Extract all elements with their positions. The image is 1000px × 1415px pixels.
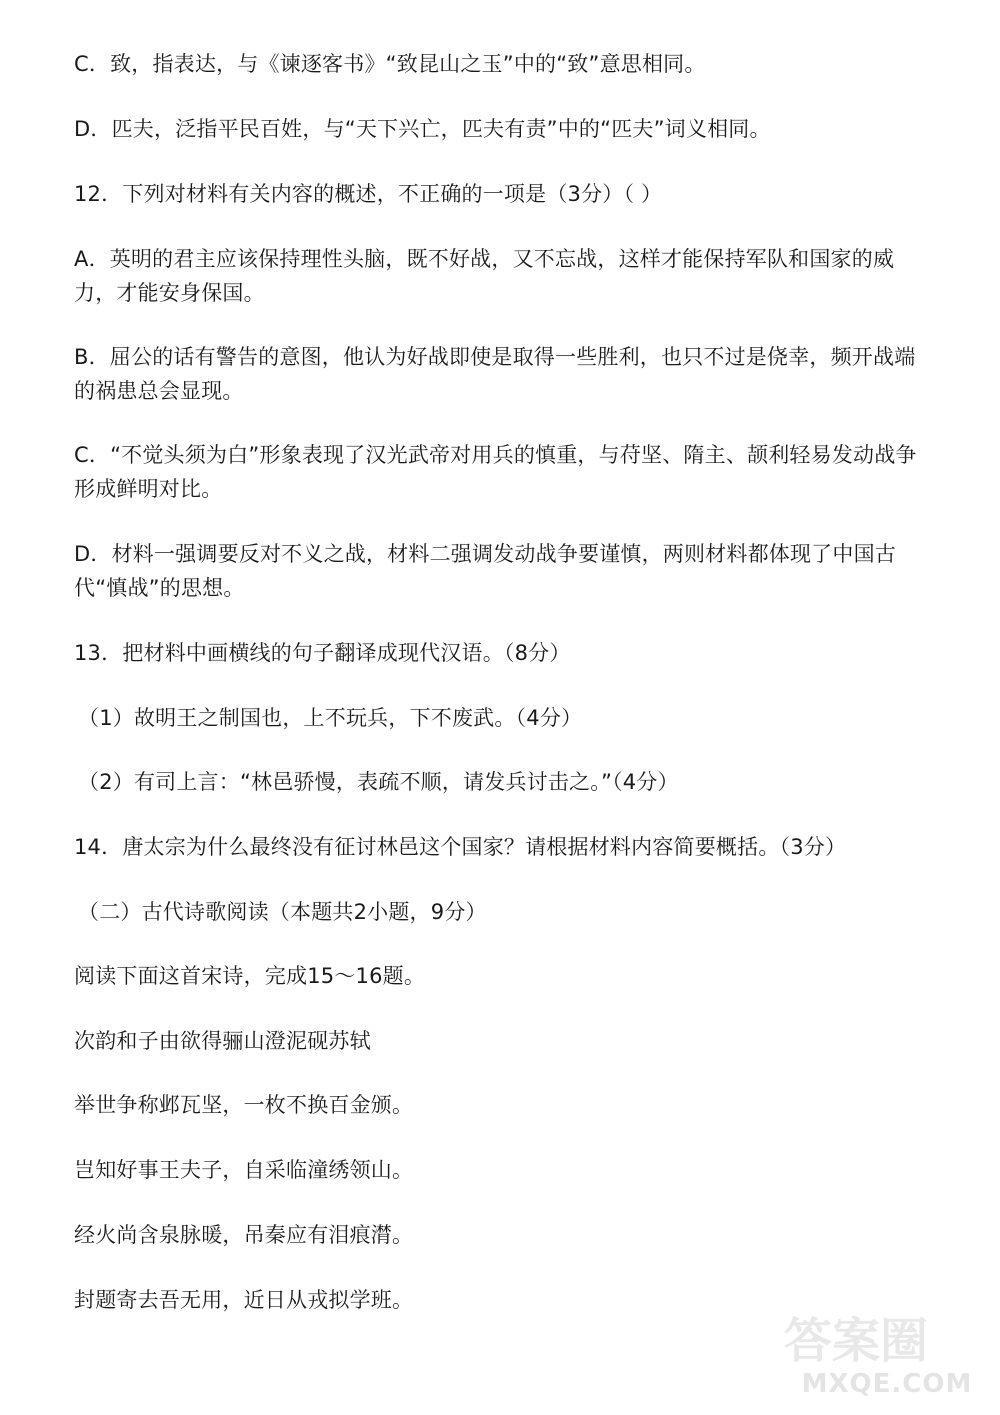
option-c-q11: C．致，指表达，与《谏逐客书》“致昆山之玉”中的“致”意思相同。 <box>74 52 706 76</box>
question-13-part-1: （1）故明王之制国也，上不玩兵，下不废武。（4分） <box>78 706 583 730</box>
poem-line-1: 举世争称邺瓦坚，一枚不换百金颁。 <box>74 1093 414 1117</box>
watermark-logo-text: 答案圈 <box>784 1313 929 1369</box>
question-13: 13．把材料中画横线的句子翻译成现代汉语。（8分） <box>74 641 571 665</box>
reading-instruction: 阅读下面这首宋诗，完成15～16题。 <box>74 964 426 988</box>
option-b-q12: B．屈公的话有警告的意图，他认为好战即使是取得一些胜利，也只不过是侥幸，频开战端的祸患总会显现。 <box>74 345 916 403</box>
question-12: 12．下列对材料有关内容的概述，不正确的一项是（3分）（ ） <box>74 182 663 206</box>
poem-line-3: 经火尚含泉脉暖，吊秦应有泪痕潸。 <box>74 1223 414 1247</box>
section-heading-poetry: （二）古代诗歌阅读（本题共2小题，9分） <box>78 900 487 924</box>
watermark <box>776 1307 986 1407</box>
poem-title: 次韵和子由欲得骊山澄泥砚苏轼 <box>74 1029 371 1053</box>
question-14: 14．唐太宗为什么最终没有征讨林邑这个国家？请根据材料内容简要概括。（3分） <box>74 835 847 859</box>
poem-line-4: 封题寄去吾无用，近日从戎拟学班。 <box>74 1288 414 1312</box>
poem-line-2: 岂知好事王夫子，自采临潼绣领山。 <box>74 1158 414 1182</box>
watermark-site-text: MXQE.COM <box>801 1369 973 1399</box>
option-d-q11: D．匹夫，泛指平民百姓，与“天下兴亡，匹夫有责”中的“匹夫”词义相同。 <box>74 117 771 141</box>
option-a-q12: A．英明的君主应该保持理性头脑，既不好战，又不忘战，这样才能保持军队和国家的威力，才能安身保国。 <box>74 247 895 305</box>
option-c-q12: C．“不觉头须为白”形象表现了汉光武帝对用兵的慎重，与苻坚、隋主、颉利轻易发动战争形成鲜明对比。 <box>74 443 917 501</box>
watermark-logo <box>776 1307 986 1369</box>
question-13-part-2: （2）有司上言：“林邑骄慢，表疏不顺，请发兵讨击之。”（4分） <box>78 770 679 794</box>
option-d-q12: D．材料一强调要反对不义之战，材料二强调发动战争要谨慎，两则材料都体现了中国古代“慎战”的思想。 <box>74 542 896 600</box>
